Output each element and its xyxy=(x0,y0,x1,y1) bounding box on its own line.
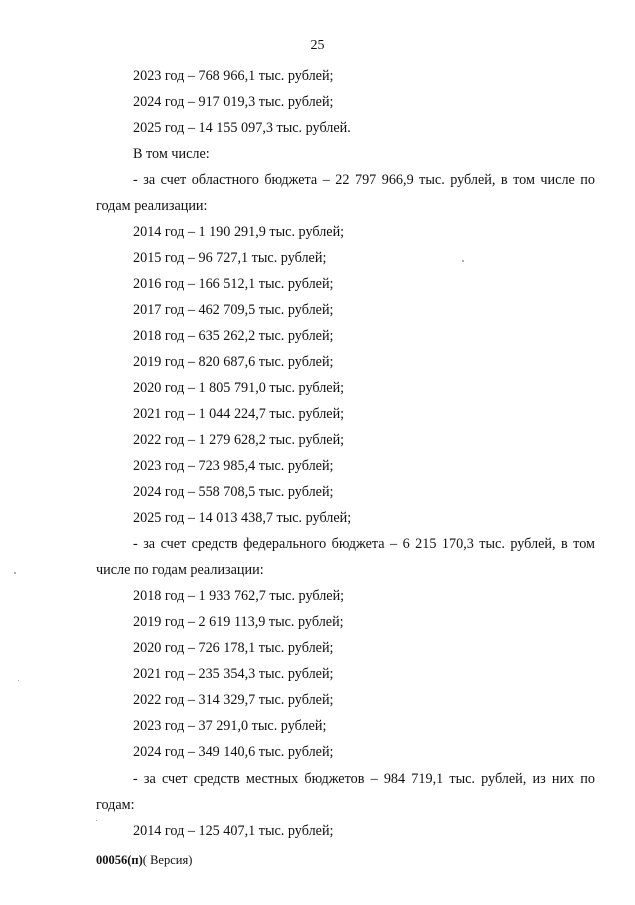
text-line: 2017 год – 462 709,5 тыс. рублей; xyxy=(133,302,334,318)
text-line: 2023 год – 37 291,0 тыс. рублей; xyxy=(133,718,327,734)
scan-speck xyxy=(96,820,97,821)
text-line: 2021 год – 1 044 224,7 тыс. рублей; xyxy=(133,406,345,422)
text-line: 2018 год – 635 262,2 тыс. рублей; xyxy=(133,328,334,344)
text-line: В том числе: xyxy=(133,146,210,162)
text-line: 2014 год – 1 190 291,9 тыс. рублей; xyxy=(133,224,345,240)
text-line: 2019 год – 2 619 113,9 тыс. рублей; xyxy=(133,614,344,630)
text-line: 2020 год – 726 178,1 тыс. рублей; xyxy=(133,640,334,656)
text-line: 2024 год – 558 708,5 тыс. рублей; xyxy=(133,484,334,500)
text-line: 2024 год – 917 019,3 тыс. рублей; xyxy=(133,94,334,110)
scan-speck xyxy=(14,572,16,574)
text-line: 2025 год – 14 155 097,3 тыс. рублей. xyxy=(133,120,351,136)
text-line: 2024 год – 349 140,6 тыс. рублей; xyxy=(133,744,334,760)
document-code: 00056(п) xyxy=(96,853,143,867)
text-line: годам реализации: xyxy=(96,198,208,214)
text-line: - за счет областного бюджета – 22 797 966,9 тыс. рублей, в том числе по xyxy=(133,172,595,188)
scan-speck xyxy=(462,260,464,262)
text-line: 2022 год – 314 329,7 тыс. рублей; xyxy=(133,692,334,708)
text-line: 2014 год – 125 407,1 тыс. рублей; xyxy=(133,823,334,839)
document-version: ( Версия) xyxy=(142,853,193,867)
text-line: 2018 год – 1 933 762,7 тыс. рублей; xyxy=(133,588,345,604)
text-line: 2025 год – 14 013 438,7 тыс. рублей; xyxy=(133,510,352,526)
scan-speck xyxy=(18,680,19,681)
text-line: годам: xyxy=(96,797,135,813)
text-line: 2023 год – 723 985,4 тыс. рублей; xyxy=(133,458,334,474)
text-line: - за счет средств местных бюджетов – 984 719,1 тыс. рублей, из них по xyxy=(133,771,595,787)
page-number: 25 xyxy=(310,38,325,53)
text-line: 2015 год – 96 727,1 тыс. рублей; xyxy=(133,250,327,266)
text-line: - за счет средств федерального бюджета – 6 215 170,3 тыс. рублей, в том xyxy=(133,536,595,552)
text-line: числе по годам реализации: xyxy=(96,562,264,578)
text-line: 2023 год – 768 966,1 тыс. рублей; xyxy=(133,68,334,84)
text-line: 2019 год – 820 687,6 тыс. рублей; xyxy=(133,354,334,370)
document-footer xyxy=(96,853,192,868)
text-line: 2016 год – 166 512,1 тыс. рублей; xyxy=(133,276,334,292)
text-line: 2020 год – 1 805 791,0 тыс. рублей; xyxy=(133,380,345,396)
text-line: 2022 год – 1 279 628,2 тыс. рублей; xyxy=(133,432,345,448)
text-line: 2021 год – 235 354,3 тыс. рублей; xyxy=(133,666,334,682)
